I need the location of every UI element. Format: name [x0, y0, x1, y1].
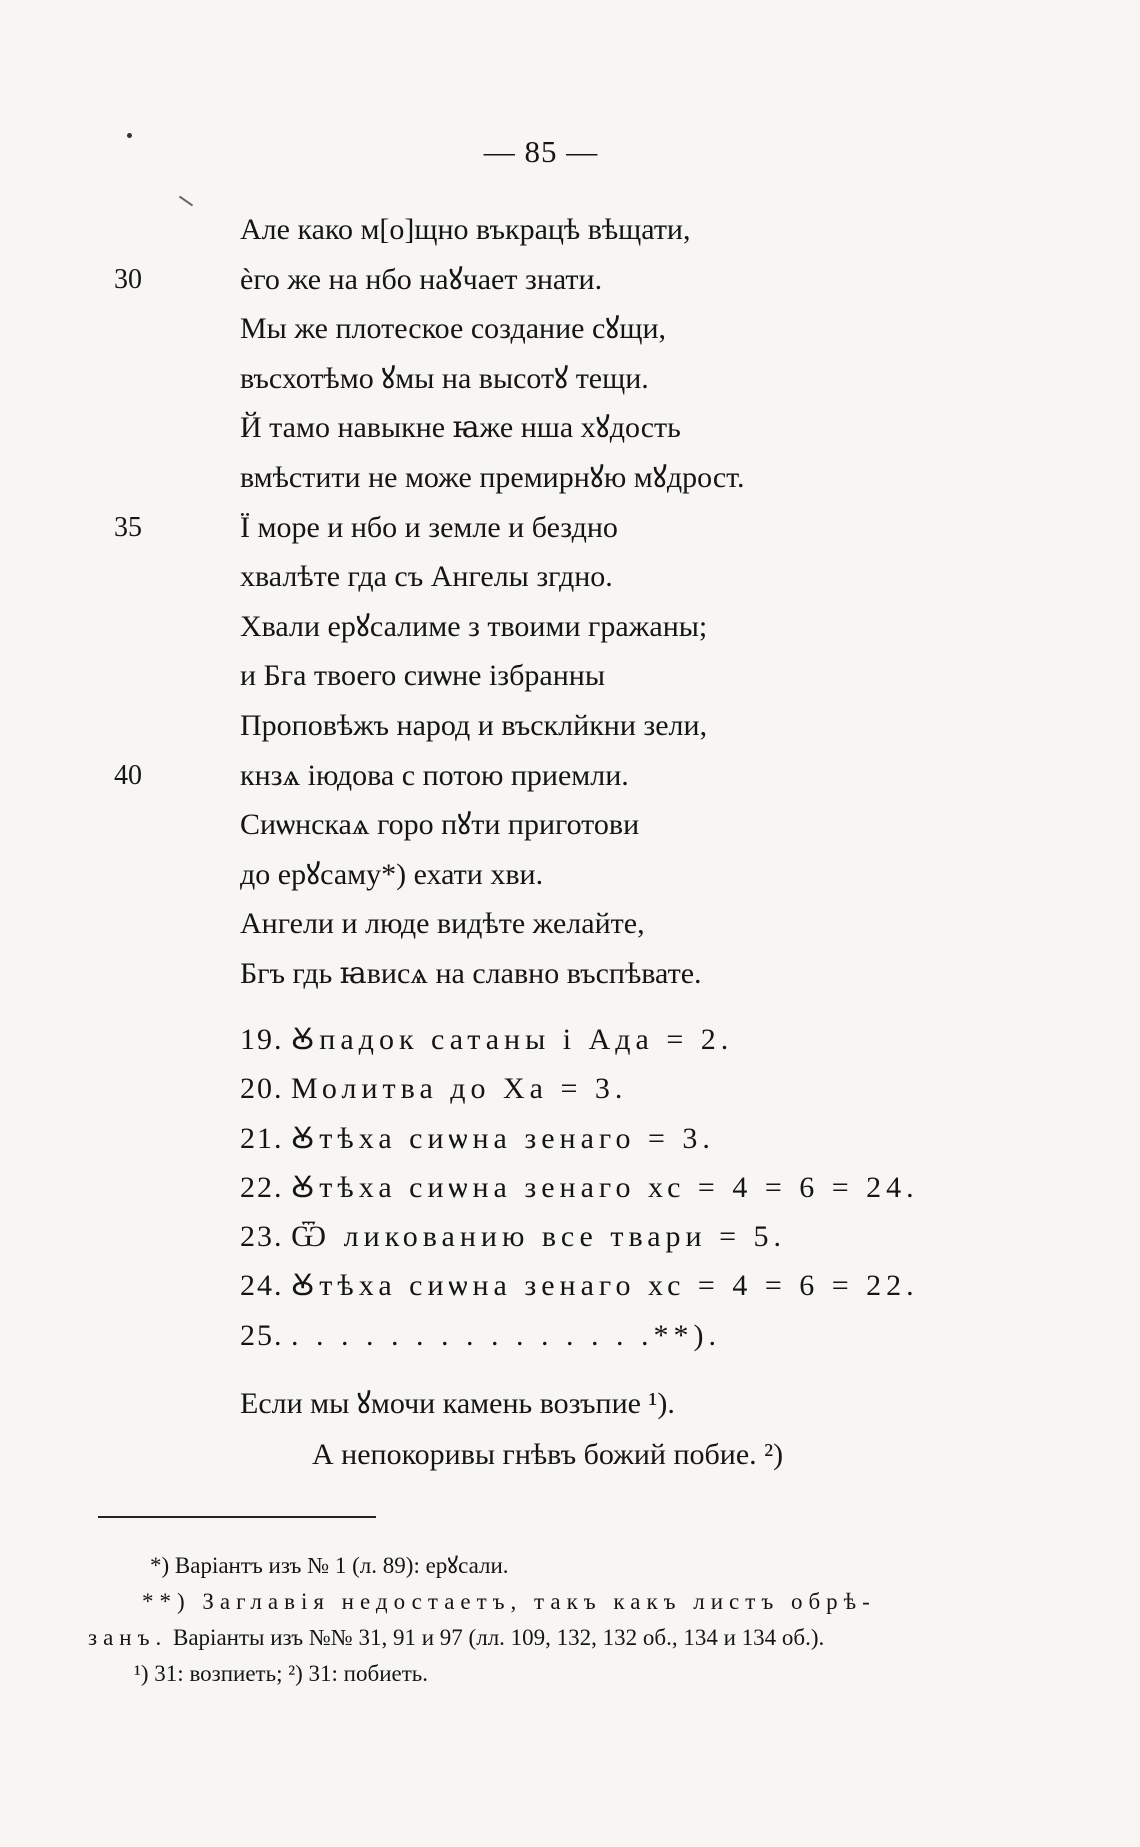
- verse-block: [114, 205, 745, 999]
- verse-line: Але како м[о]щно въкрацѣ вѣщати,: [240, 213, 691, 246]
- verse-line: Проповѣжъ народ и въсклйкни зели,: [240, 708, 708, 742]
- verse-line: 35 Ї море и нбо и земле и бездно: [240, 503, 745, 553]
- footnote-continuation: занъ. Варіанты изъ №№ 31, 91 и 97 (лл. 109, 132, 132 об., 134 и 134 об.).: [88, 1625, 825, 1650]
- contents-item: 24. Ꙋтѣха сиѡна зенаго хс = 4 = 6 = 22.: [240, 1269, 919, 1303]
- footnote-divider: [98, 1516, 376, 1518]
- verse-line: 30 ѐго же на нбо наꙋчает знати.: [240, 255, 745, 305]
- verse-line: Бгъ гдь ꙗвисѧ на славно въспѣвате.: [240, 956, 702, 990]
- verse-line: Ангели и люде видѣте желайте,: [240, 907, 645, 941]
- footnote: **) Заглавія недостаетъ, такъ какъ листъ обрѣ-: [142, 1589, 876, 1614]
- contents-item: 22. Ꙋтѣха сиѡна зенаго хс = 4 = 6 = 24.: [240, 1170, 919, 1204]
- closing-line: Если мы ꙋмочи камень возъпие ¹).: [240, 1387, 675, 1420]
- verse-line: до ерꙋсаму*) ехати хви.: [240, 857, 544, 891]
- line-number: 30: [114, 263, 142, 295]
- verse-line: въсхотѣмо ꙋмы на высотꙋ тещи.: [240, 361, 649, 395]
- verse-line: вмѣстити не може премирнꙋю мꙋдрост.: [240, 460, 745, 494]
- contents-item: 21. Ꙋтѣха сиѡна зенаго = 3.: [240, 1121, 715, 1155]
- line-number: 35: [114, 511, 142, 543]
- contents-item: 25. . . . . . . . . . . . . . . .**).: [240, 1318, 721, 1352]
- footnote: ¹) 31: возпиеть; ²) 31: побиеть.: [134, 1661, 429, 1686]
- contents-list: [240, 1015, 919, 1360]
- verse-line: Й тамо навыкне ꙗже нша хꙋдость: [240, 411, 681, 445]
- verse-line: 40 кнзѧ іюдова с потою приемли.: [240, 751, 745, 801]
- closing-couplet: [240, 1378, 783, 1480]
- footnotes: [88, 1548, 988, 1692]
- closing-line: А непокоривы гнѣвъ божий побие. ²): [312, 1438, 784, 1471]
- line-number: 40: [114, 759, 142, 791]
- verse-line: Сиѡнскаѧ горо пꙋти приготови: [240, 808, 640, 842]
- contents-item: 20. Молитва до Ха = 3.: [240, 1072, 628, 1106]
- ink-mark: [179, 196, 193, 207]
- page-number: — 85 —: [483, 134, 599, 169]
- verse-line: и Бга твоего сиѡне ізбранны: [240, 659, 605, 693]
- verse-line: Хвали ерꙋсалиме з твоими гражаны;: [240, 609, 708, 643]
- contents-item: 19. Ꙋпадок сатаны і Ада = 2.: [240, 1023, 734, 1056]
- footnote: *) Варіантъ изъ № 1 (л. 89): ерꙋсали.: [150, 1553, 509, 1578]
- contents-item: 23. Ѿ ликованию все твари = 5.: [240, 1220, 787, 1254]
- verse-line: хвалѣте гда съ Ангелы згдно.: [240, 560, 613, 594]
- verse-line: Мы же плотеское создание сꙋщи,: [240, 312, 666, 346]
